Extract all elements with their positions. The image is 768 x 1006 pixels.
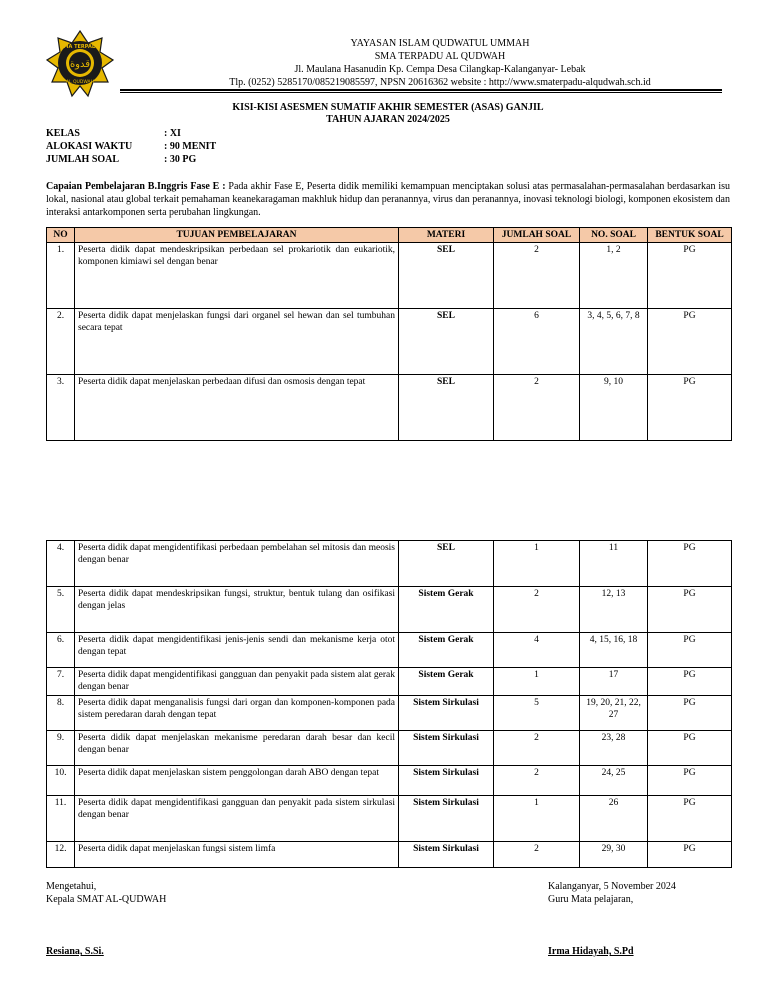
sig-left-line2: Kepala SMAT AL-QUDWAH — [46, 894, 167, 905]
capaian-text: Pada akhir Fase E, Peserta didik memiliki kemampuan menciptakan solusi atas permasalahan-permasalahan berdasarkan isu lokal, nasional atau global terkait pemahaman keanekaragaman makhluk hidup dan peranannya, virus dan peranannya, inovasi teknologi biologi, komponen ekosistem dan interaksi antarkomponen serta perubahan lingkungan. — [46, 181, 731, 218]
row-nosoal: 23, 28 — [580, 731, 648, 766]
row-bentuk: PG — [648, 668, 732, 696]
row-nosoal: 17 — [580, 668, 648, 696]
row-nosoal: 29, 30 — [580, 842, 648, 868]
row-materi: Sistem Sirkulasi — [399, 696, 494, 731]
row-tujuan: Peserta didik dapat mendeskripsikan perbedaan sel prokariotik dan eukariotik, komponen kimiawi sel dengan benar — [75, 243, 399, 309]
row-no: 4. — [47, 541, 75, 587]
meta-kelas-value: : XI — [164, 128, 181, 139]
school-address: Jl. Maulana Hasanudin Kp. Cempa Desa Cilangkap-Kalanganyar- Lebak — [294, 64, 586, 75]
row-bentuk: PG — [648, 375, 732, 441]
row-no: 7. — [47, 668, 75, 696]
row-no: 2. — [47, 309, 75, 375]
row-no: 5. — [47, 587, 75, 633]
table-row — [47, 309, 732, 375]
row-materi: Sistem Sirkulasi — [399, 842, 494, 868]
row-jumlah: 2 — [494, 842, 580, 868]
meta-kelas-label: KELAS — [46, 128, 80, 139]
row-bentuk: PG — [648, 309, 732, 375]
row-jumlah: 4 — [494, 633, 580, 668]
row-materi: Sistem Sirkulasi — [399, 766, 494, 796]
row-bentuk: PG — [648, 766, 732, 796]
row-tujuan: Peserta didik dapat menjelaskan perbedaan difusi dan osmosis dengan tepat — [75, 375, 399, 441]
table-row — [47, 375, 732, 441]
row-materi: Sistem Sirkulasi — [399, 796, 494, 842]
row-materi: Sistem Sirkulasi — [399, 731, 494, 766]
signature-left — [46, 880, 166, 906]
header-jumlah: JUMLAH SOAL — [494, 228, 580, 243]
logo-arabic: قدوة — [69, 59, 91, 70]
row-materi: SEL — [399, 243, 494, 309]
foundation-name: YAYASAN ISLAM QUDWATUL UMMAH — [350, 38, 530, 49]
school-logo — [46, 30, 114, 98]
table-row — [47, 668, 732, 696]
sig-right-name: Irma Hidayah, S.Pd — [548, 946, 634, 957]
header-tujuan: TUJUAN PEMBELAJARAN — [75, 228, 399, 243]
sig-left-line1: Mengetahui, — [46, 881, 97, 892]
table-row — [47, 541, 732, 587]
row-bentuk: PG — [648, 243, 732, 309]
header-bentuk: BENTUK SOAL — [648, 228, 732, 243]
row-jumlah: 5 — [494, 696, 580, 731]
row-bentuk: PG — [648, 696, 732, 731]
row-materi: Sistem Gerak — [399, 587, 494, 633]
meta-soal-label: JUMLAH SOAL — [46, 154, 120, 165]
row-tujuan: Peserta didik dapat mengidentifikasi gangguan dan penyakit pada sistem alat gerak dengan benar — [75, 668, 399, 696]
capaian-label: Capaian Pembelajaran B.Inggris Fase E : — [46, 181, 226, 192]
meta-waktu-value: : 90 MENIT — [164, 141, 217, 152]
row-tujuan: Peserta didik dapat menjelaskan sistem penggolongan darah ABO dengan tepat — [75, 766, 399, 796]
row-no: 6. — [47, 633, 75, 668]
row-tujuan: Peserta didik dapat menjelaskan fungsi dari organel sel hewan dan sel tumbuhan secara tepat — [75, 309, 399, 375]
capaian-pembelajaran — [46, 180, 730, 219]
sig-right-line2: Guru Mata pelajaran, — [548, 894, 634, 905]
row-materi: SEL — [399, 309, 494, 375]
school-contact: Tlp. (0252) 5285170/085219085597, NPSN 20616362 website : http://www.smaterpadu-alqudwah.sch.id — [229, 77, 651, 88]
signature-right-name-block — [548, 945, 634, 958]
row-jumlah: 2 — [494, 731, 580, 766]
table-row — [47, 243, 732, 309]
row-nosoal: 24, 25 — [580, 766, 648, 796]
table-row — [47, 696, 732, 731]
row-tujuan: Peserta didik dapat mendeskripsikan fungsi, struktur, bentuk tulang dan osifikasi dengan jelas — [75, 587, 399, 633]
row-nosoal: 19, 20, 21, 22, 27 — [580, 696, 648, 731]
sig-left-name: Resiana, S.Si. — [46, 946, 104, 957]
row-tujuan: Peserta didik dapat menjelaskan mekanisme peredaran darah besar dan kecil dengan benar — [75, 731, 399, 766]
row-nosoal: 11 — [580, 541, 648, 587]
signature-left-name-block — [46, 945, 104, 958]
row-tujuan: Peserta didik dapat menjelaskan fungsi sistem limfa — [75, 842, 399, 868]
row-no: 8. — [47, 696, 75, 731]
header-rule — [120, 89, 722, 91]
row-nosoal: 12, 13 — [580, 587, 648, 633]
row-nosoal: 4, 15, 16, 18 — [580, 633, 648, 668]
meta-soal — [46, 153, 196, 166]
row-materi: SEL — [399, 375, 494, 441]
table-row — [47, 766, 732, 796]
table-row — [47, 633, 732, 668]
row-tujuan: Peserta didik dapat menganalisis fungsi dari organ dan komponen-komponen pada sistem peredaran darah dengan tepat — [75, 696, 399, 731]
row-tujuan: Peserta didik dapat mengidentifikasi jenis-jenis sendi dan mekanisme kerja otot dengan tepat — [75, 633, 399, 668]
row-no: 12. — [47, 842, 75, 868]
row-bentuk: PG — [648, 842, 732, 868]
row-bentuk: PG — [648, 633, 732, 668]
row-jumlah: 2 — [494, 375, 580, 441]
row-tujuan: Peserta didik dapat mengidentifikasi gangguan dan penyakit pada sistem sirkulasi dengan benar — [75, 796, 399, 842]
row-nosoal: 1, 2 — [580, 243, 648, 309]
row-bentuk: PG — [648, 587, 732, 633]
row-bentuk: PG — [648, 731, 732, 766]
table-row — [47, 731, 732, 766]
meta-waktu — [46, 140, 216, 153]
sig-right-line1: Kalanganyar, 5 November 2024 — [548, 881, 676, 892]
kisi-table-part2 — [46, 540, 732, 868]
row-jumlah: 2 — [494, 766, 580, 796]
table-row — [47, 842, 732, 868]
row-jumlah: 6 — [494, 309, 580, 375]
row-jumlah: 2 — [494, 587, 580, 633]
row-no: 10. — [47, 766, 75, 796]
row-jumlah: 1 — [494, 796, 580, 842]
table-row — [47, 587, 732, 633]
row-no: 9. — [47, 731, 75, 766]
meta-soal-value: : 30 PG — [164, 154, 197, 165]
header-no: NO — [47, 228, 75, 243]
row-jumlah: 2 — [494, 243, 580, 309]
row-materi: Sistem Gerak — [399, 633, 494, 668]
kisi-table-part1 — [46, 227, 732, 441]
header-nosoal: NO. SOAL — [580, 228, 648, 243]
row-nosoal: 26 — [580, 796, 648, 842]
row-no: 3. — [47, 375, 75, 441]
document-title: KISI-KISI ASESMEN SUMATIF AKHIR SEMESTER (ASAS) GANJIL — [232, 102, 544, 113]
meta-kelas — [46, 127, 181, 140]
meta-waktu-label: ALOKASI WAKTU — [46, 141, 133, 152]
document-subtitle: TAHUN AJARAN 2024/2025 — [326, 114, 450, 125]
logo-sub: AL QUDWAH — [66, 80, 94, 85]
signature-right — [548, 880, 676, 906]
row-materi: SEL — [399, 541, 494, 587]
school-name: SMA TERPADU AL QUDWAH — [374, 51, 506, 62]
header-rule-thin — [120, 92, 722, 93]
table-row — [47, 796, 732, 842]
row-bentuk: PG — [648, 796, 732, 842]
table-header-row — [47, 228, 732, 243]
row-tujuan: Peserta didik dapat mengidentifikasi perbedaan pembelahan sel mitosis dan meosis dengan benar — [75, 541, 399, 587]
header-materi: MATERI — [399, 228, 494, 243]
row-no: 1. — [47, 243, 75, 309]
logo-text: SMA TERPADU — [59, 44, 101, 50]
row-nosoal: 3, 4, 5, 6, 7, 8 — [580, 309, 648, 375]
row-materi: Sistem Gerak — [399, 668, 494, 696]
row-jumlah: 1 — [494, 668, 580, 696]
row-nosoal: 9, 10 — [580, 375, 648, 441]
row-no: 11. — [47, 796, 75, 842]
row-bentuk: PG — [648, 541, 732, 587]
row-jumlah: 1 — [494, 541, 580, 587]
